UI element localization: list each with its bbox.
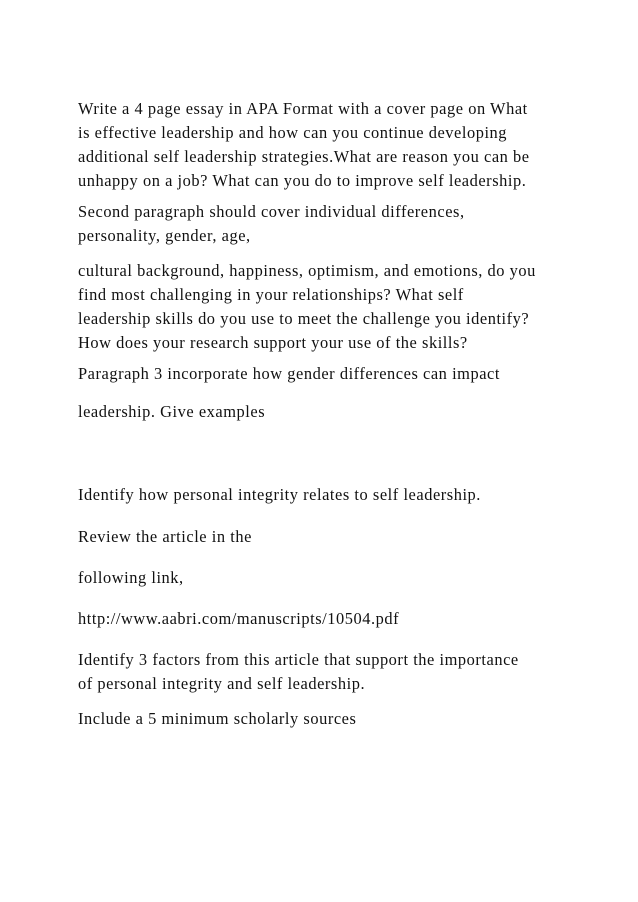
- review-article-line: Review the article in the: [78, 527, 252, 546]
- three-factors-paragraph: Identify 3 factors from this article that support the importance of personal integrity and self leadership.: [78, 650, 519, 693]
- article-url: http://www.aabri.com/manuscripts/10504.pdf: [78, 609, 400, 628]
- paragraph-3-instructions: Paragraph 3 incorporate how gender differences can impact: [78, 364, 500, 383]
- second-paragraph-instructions: Second paragraph should cover individual differences, personality, gender, age,: [78, 202, 465, 245]
- scholarly-sources-line: Include a 5 minimum scholarly sources: [78, 709, 357, 728]
- essay-instructions-paragraph: Write a 4 page essay in APA Format with a cover page on What is effective leadership and how can you continue developing additional self leadership strategies.What are reason you can be unhappy on a job? What can you do to improve self leadership.: [78, 99, 530, 190]
- leadership-examples-line: leadership. Give examples: [78, 402, 266, 421]
- personal-integrity-line: Identify how personal integrity relates to self leadership.: [78, 485, 481, 504]
- relationships-challenge-paragraph: cultural background, happiness, optimism, and emotions, do you find most challenging in your relationships? What self leadership skills do you use to meet the challenge you identify? How does your research support your use of the skills?: [78, 261, 536, 352]
- following-link-line: following link,: [78, 568, 184, 587]
